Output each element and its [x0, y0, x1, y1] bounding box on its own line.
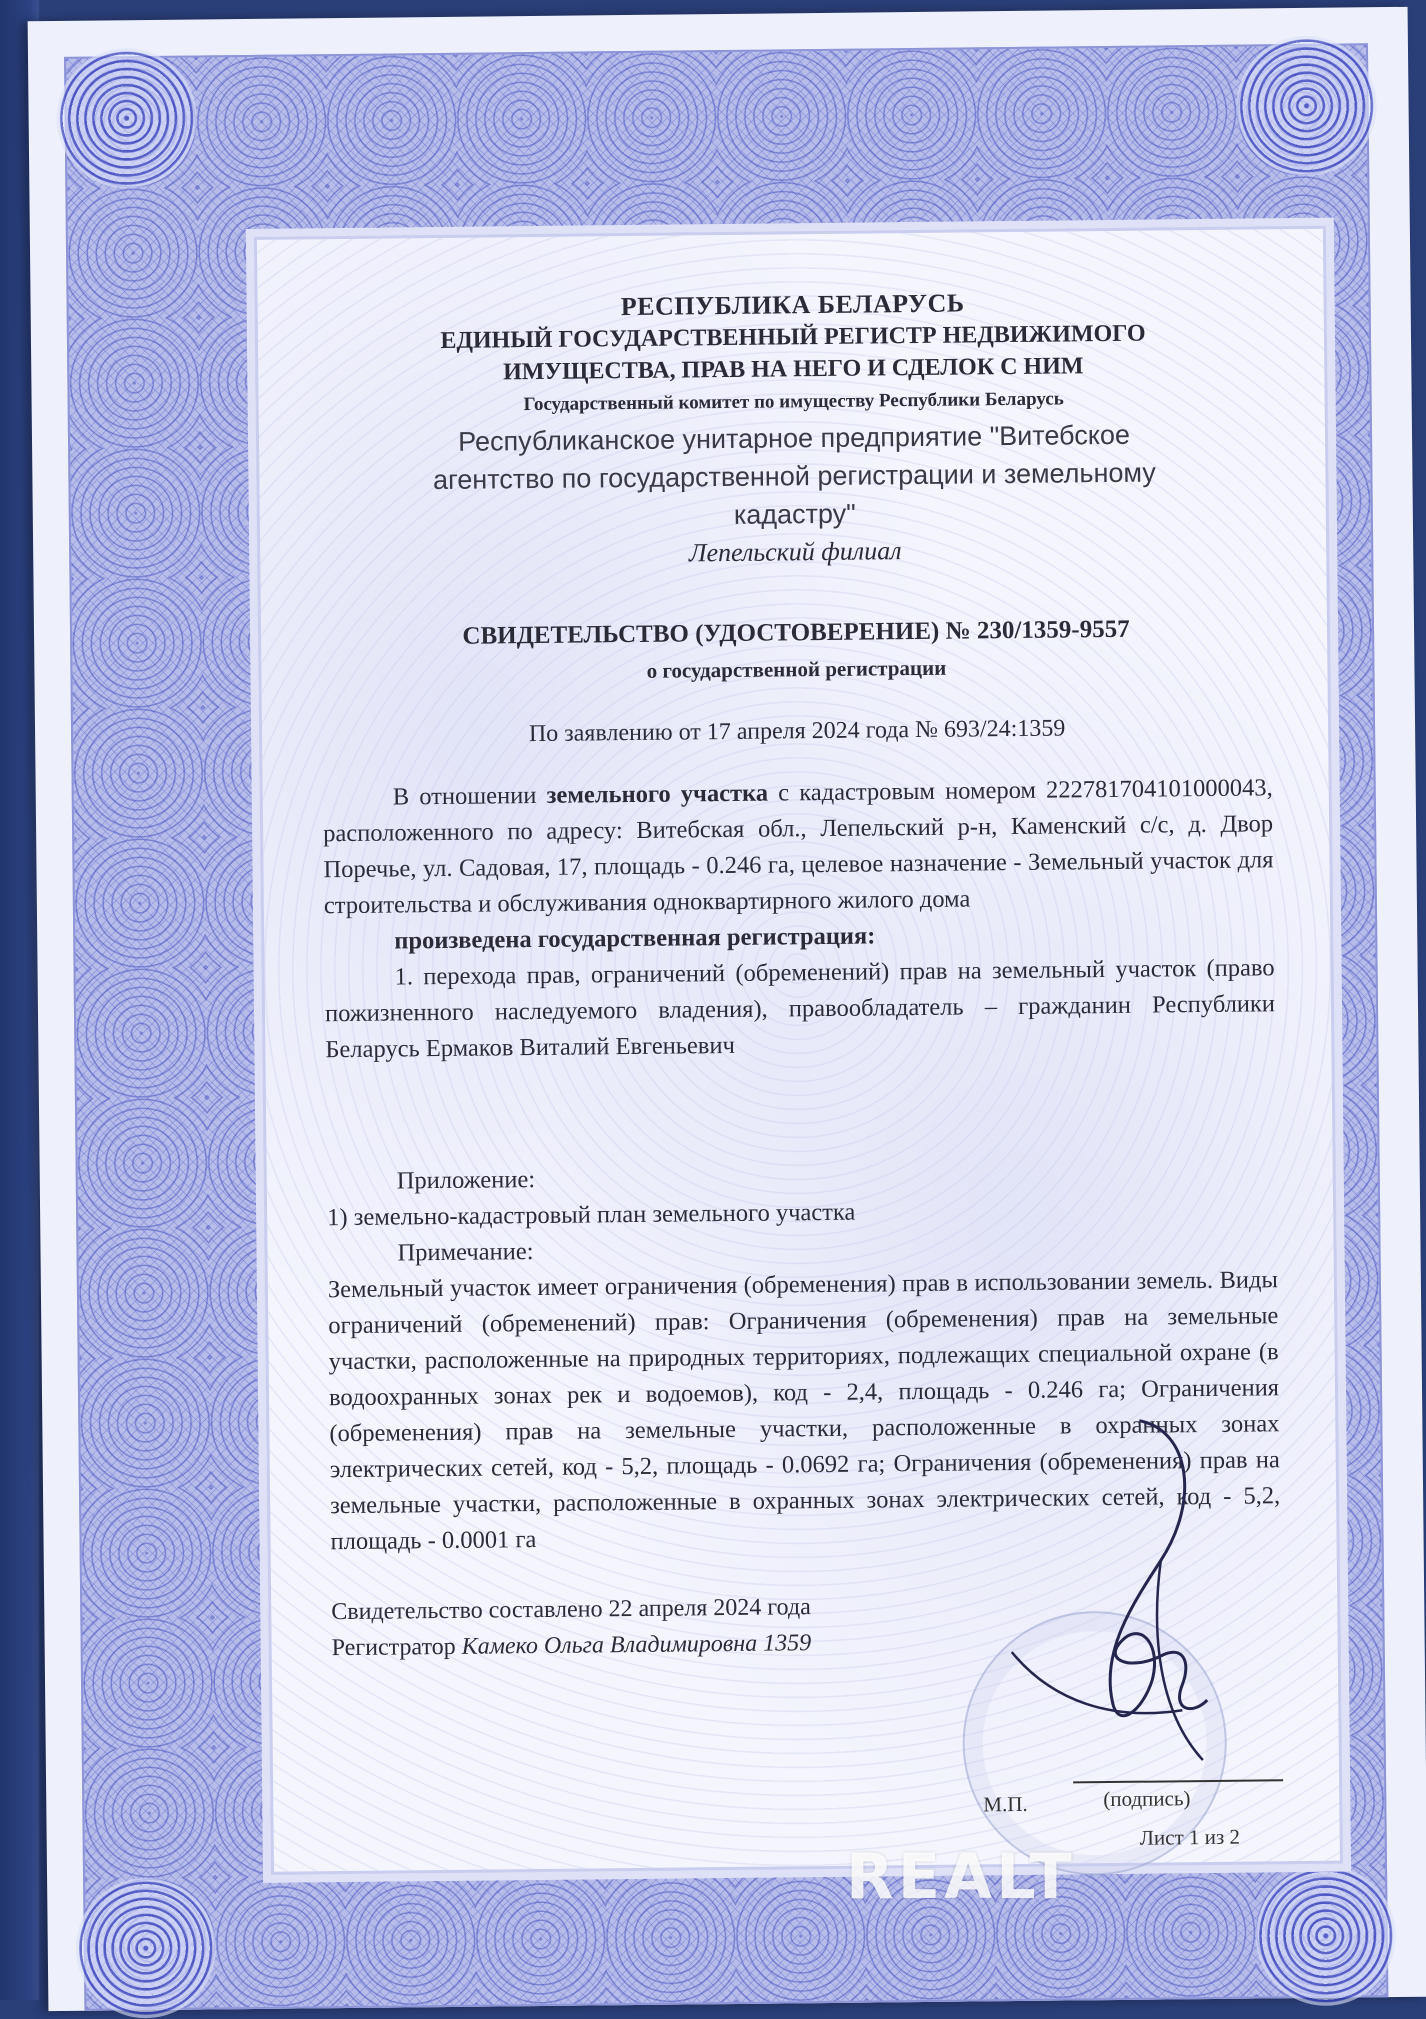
document-body-panel — [254, 226, 1343, 1875]
corner-rosette-icon — [1236, 35, 1377, 176]
registrar-name: Камеко Ольга Владимировна 1359 — [461, 1630, 812, 1660]
organization-line2: агентство по государственной регистрации и земельному — [432, 457, 1156, 496]
issue-date: Свидетельство составлено 22 апреля 2024 года — [331, 1594, 811, 1626]
registration-done: произведена государственная регистрация: — [394, 922, 876, 955]
certificate-title: СВИДЕТЕЛЬСТВО (УДОСТОВЕРЕНИЕ) № 230/1359-9557 — [462, 615, 1130, 650]
land-plot-description — [323, 770, 1274, 924]
corner-rosette-icon — [75, 1877, 216, 2018]
organization-line3: кадастру" — [733, 498, 856, 530]
realt-watermark: REALT — [846, 1840, 1076, 1913]
corner-rosette-icon — [56, 48, 197, 189]
handwritten-signature — [989, 1410, 1253, 1773]
branch-name: Лепельский филиал — [688, 536, 902, 568]
organization-line1: Республиканское унитарное предприятие "Витебское — [458, 419, 1131, 457]
certificate-sheet — [28, 7, 1426, 2011]
republic-heading: РЕСПУБЛИКА БЕЛАРУСЬ — [620, 288, 965, 322]
registrar-label: Регистратор — [331, 1633, 462, 1662]
intro-rest: с кадастровым номером 222781704101000043, расположенного по адресу: Витебская обл., Лепельский р-н, Каменский с/с, д. Двор Поречье, ул. Садовая, 17, площадь - 0.246 га, целевое назначение - Земельный участок для строительства и обслуживания одноквартирного жилого дома — [323, 774, 1274, 920]
certificate-subtitle: о государственной регистрации — [646, 655, 947, 683]
register-heading-line2: ИМУЩЕСТВА, ПРАВ НА НЕГО И СДЕЛОК С НИМ — [502, 353, 1084, 386]
guilloche-border — [64, 43, 1388, 2011]
appendix-label: Приложение: — [396, 1166, 536, 1195]
intro-prefix: В отношении — [392, 781, 547, 811]
appendix-item: 1) земельно-кадастровый план земельного участка — [327, 1198, 856, 1232]
register-heading-line1: ЕДИНЫЙ ГОСУДАРСТВЕННЫЙ РЕГИСТР НЕДВИЖИМОГО — [440, 320, 1146, 354]
intro-bold: земельного участка — [546, 779, 769, 809]
registration-item-1: 1. перехода прав, ограничений (обременений) прав на земельный участок (право пожизненного наследуемого владения), правообладатель – гражданин Республики Беларусь Ермаков Виталий Евгеньевич — [324, 954, 1276, 1064]
signature-label: (подпись) — [1103, 1786, 1191, 1812]
application-reference: По заявлению от 17 апреля 2024 года № 693/24:1359 — [528, 715, 1066, 748]
note-text: Земельный участок имеет ограничения (обременения) прав в использовании земель. Виды ограничений (обременений) прав: Ограничения (обременения) прав на земельные участки, расположенные на природных территориях, подлежащих специальной охране (в водоохранных зонах рек и водоемов), код - 2,4, площадь - 0.246 га; Ограничения (обременения) прав на земельные участки, расположенные в охранных зонах электрических сетей, код - 5,2, площадь - 0.0692 га; Ограничения (обременения) прав на земельные участки, расположенные в охранных зонах электрических сетей, код - 5,2, площадь - 0.0001 га — [327, 1266, 1281, 1556]
sheet-number: Лист 1 из 2 — [1139, 1824, 1241, 1850]
corner-rosette-icon — [1255, 1865, 1396, 2006]
committee-heading: Государственный комитет по имуществу Республики Беларусь — [523, 388, 1064, 416]
note-label: Примечание: — [397, 1238, 534, 1267]
seal-place-label: М.П. — [983, 1791, 1028, 1817]
